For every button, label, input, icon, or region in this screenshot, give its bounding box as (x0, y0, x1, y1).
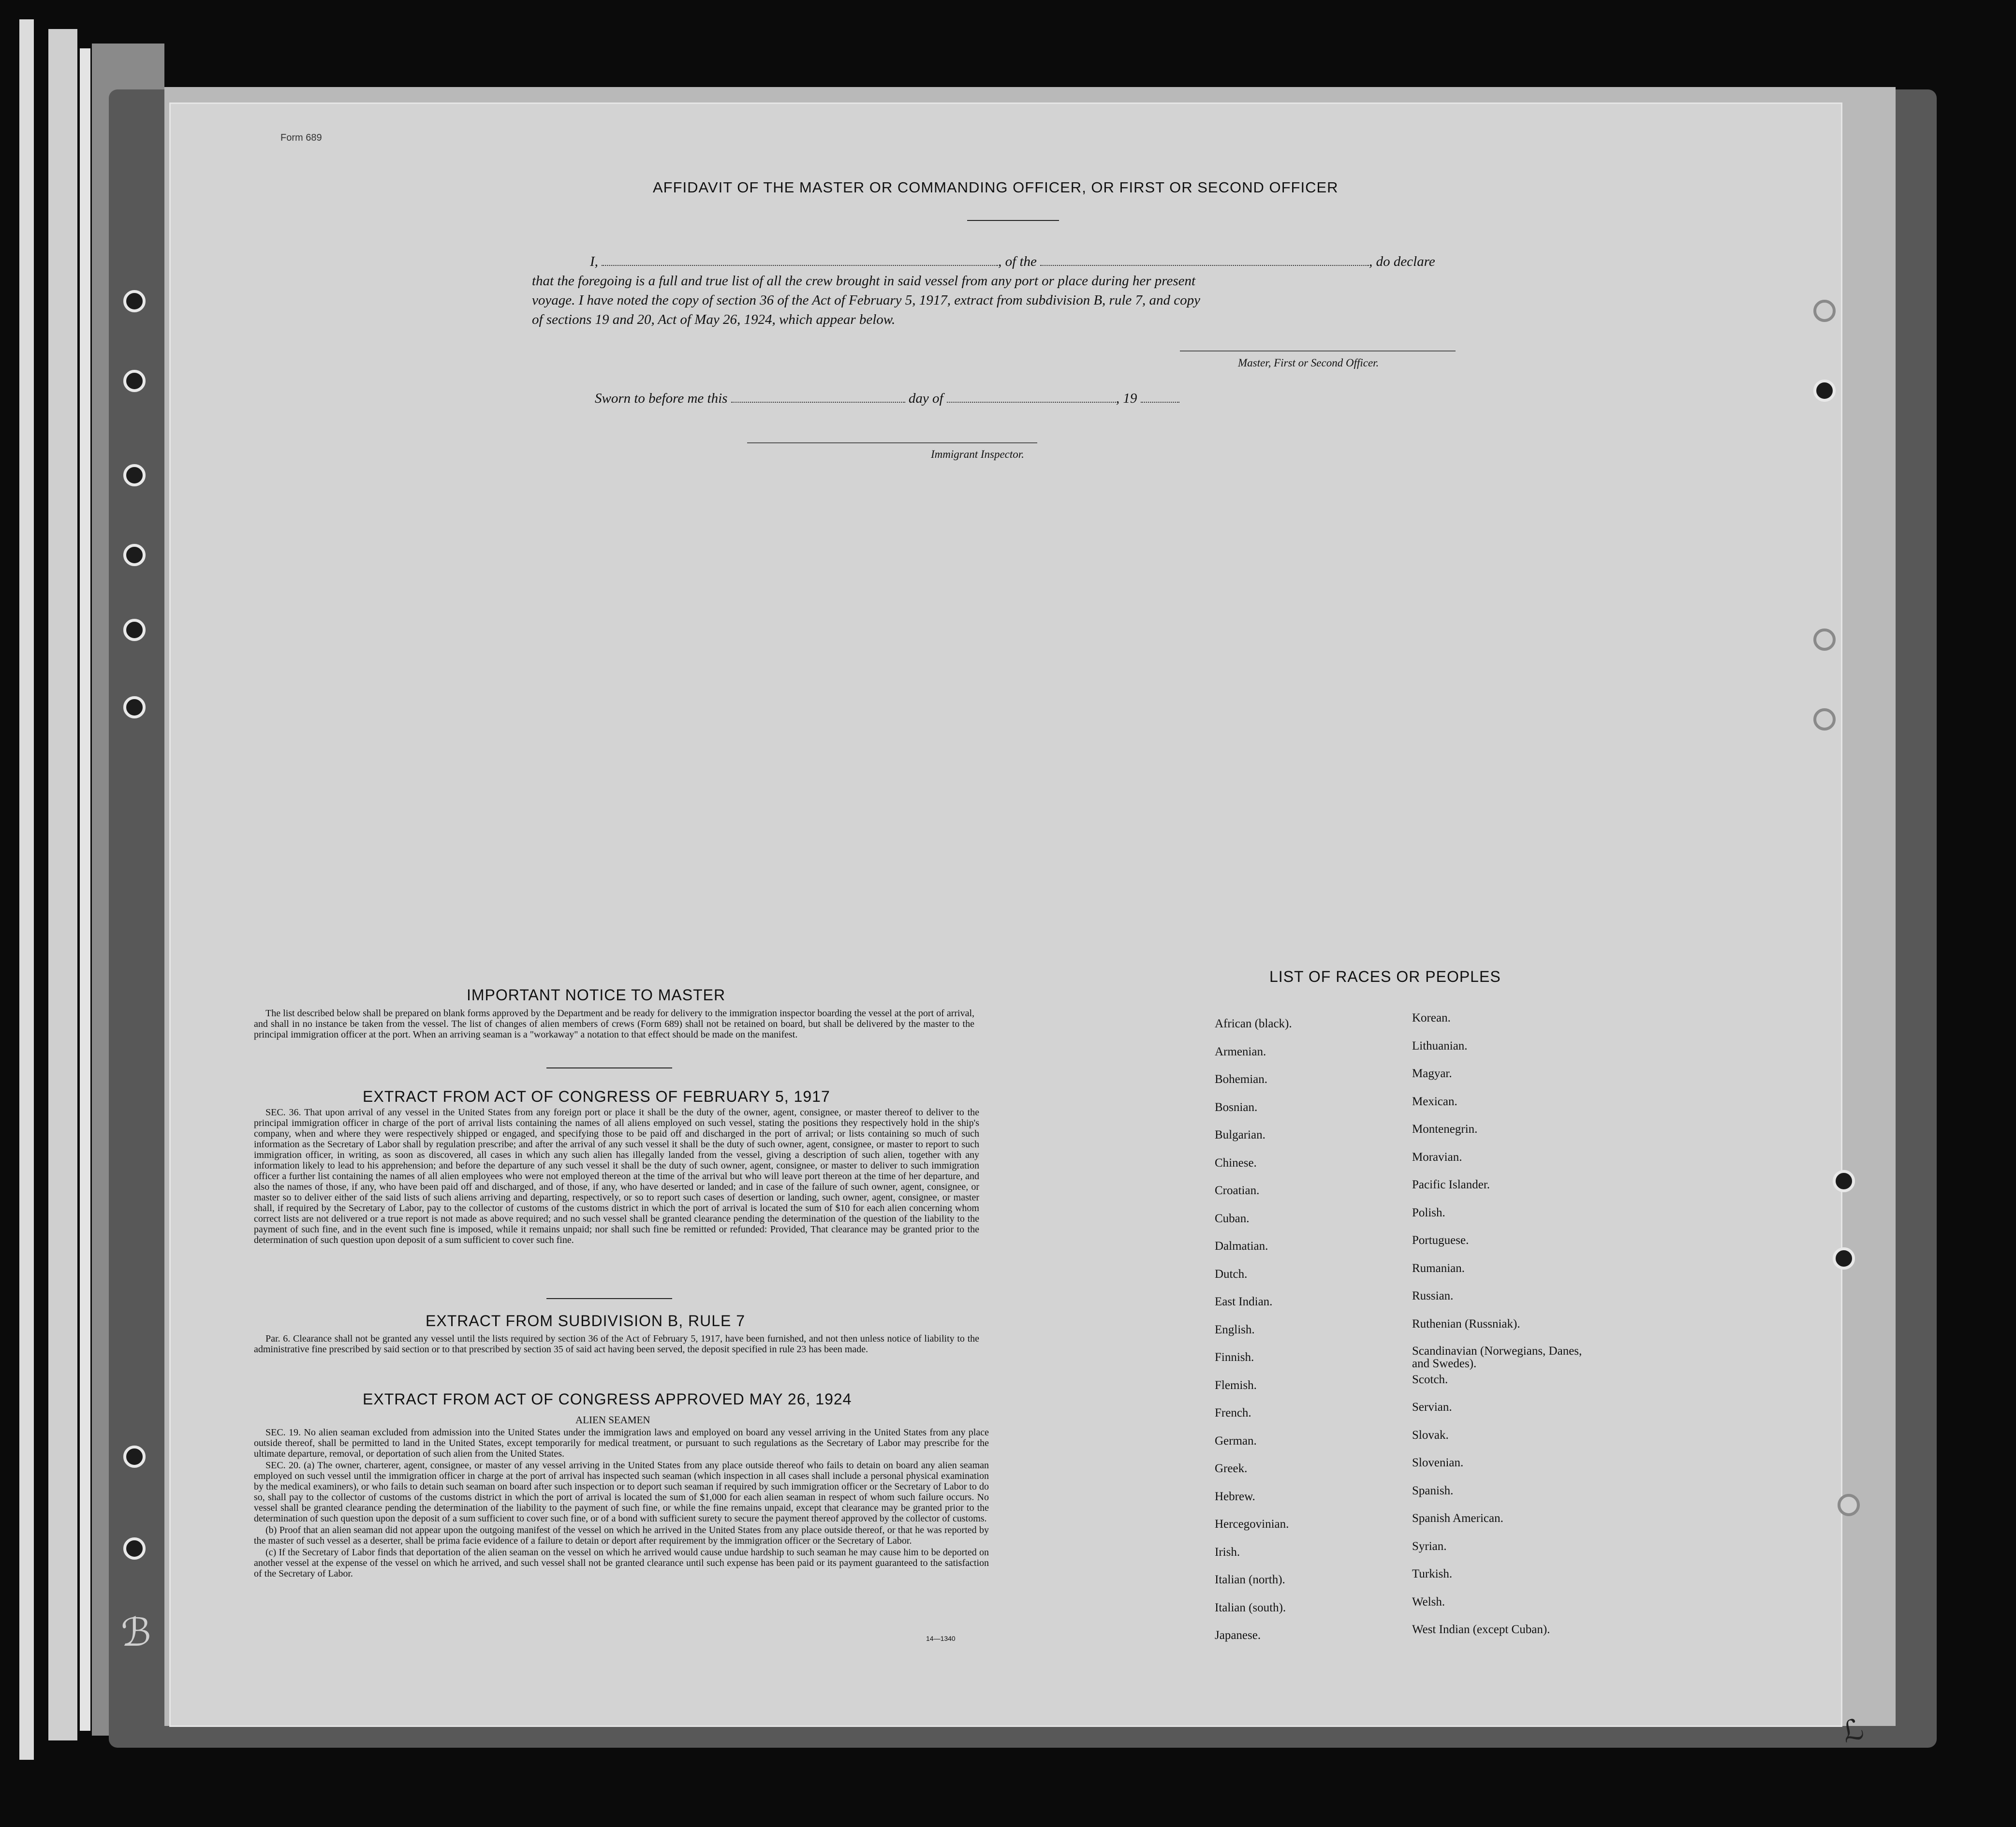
races-title: LIST OF RACES OR PEOPLES (1269, 968, 1501, 985)
race-item: West Indian (except Cuban). (1412, 1623, 1550, 1636)
year-label: , 19 (1116, 391, 1137, 406)
notice-text (254, 1008, 974, 1041)
race-item: Cuban. (1215, 1212, 1250, 1225)
race-item: Spanish American. (1412, 1512, 1503, 1525)
extract-1924-text (254, 1427, 989, 1580)
vessel-field[interactable] (1040, 265, 1369, 266)
race-item: Scandinavian (Norwegians, Danes, and Swedes). (1412, 1345, 1582, 1370)
race-item: African (black). (1215, 1017, 1292, 1030)
paragraph-6: Par. 6. Clearance shall not be granted any vessel until the lists required by section 36 of the Act of February 5, 1917, have been furnished, and not then unless notice of liability to the administrative fine prescribed by said section or to that prescribed by section 35 of said act having been served, the deposit specified in rule 23 has been made. (254, 1333, 979, 1355)
races-column-2 (1412, 1011, 1586, 1651)
extract-rule7-text (254, 1333, 979, 1356)
extract-rule7-title: EXTRACT FROM SUBDIVISION B, RULE 7 (426, 1312, 746, 1330)
sworn-year-field[interactable] (1141, 402, 1179, 403)
bleed-through-text (353, 141, 365, 175)
races-column-1 (1215, 1017, 1292, 1657)
affidavit-title: AFFIDAVIT OF THE MASTER OR COMMANDING OFFICER, OR FIRST OR SECOND OFFICER (653, 179, 1339, 196)
race-item: Chinese. (1215, 1156, 1257, 1169)
race-item: Japanese. (1215, 1629, 1261, 1642)
race-item: Bosnian. (1215, 1100, 1258, 1114)
race-item: Syrian. (1412, 1539, 1447, 1553)
affidavit-line-1 (590, 254, 1435, 270)
race-item: Polish. (1412, 1206, 1445, 1219)
race-item: Dalmatian. (1215, 1240, 1268, 1253)
form-number: Form 689 (280, 132, 322, 143)
race-item: Magyar. (1412, 1067, 1452, 1080)
divider (546, 1298, 672, 1299)
race-item: Finnish. (1215, 1351, 1254, 1364)
race-item: Scotch. (1412, 1373, 1448, 1386)
punch-hole (123, 370, 146, 392)
punch-hole (123, 290, 146, 312)
punch-hole (123, 619, 146, 641)
race-item: Montenegrin. (1412, 1123, 1478, 1136)
punch-hole (123, 464, 146, 486)
race-item: Italian (north). (1215, 1573, 1285, 1586)
race-item: Croatian. (1215, 1184, 1260, 1197)
punch-hole (123, 1537, 146, 1560)
of-the-label: , of the (998, 254, 1037, 269)
extract-1924-title: EXTRACT FROM ACT OF CONGRESS APPROVED MAY 26, 1924 (363, 1390, 852, 1408)
race-item: Flemish. (1215, 1378, 1257, 1392)
race-item: Rumanian. (1412, 1261, 1465, 1275)
handwritten-mark: ℒ (1839, 1712, 1868, 1749)
inspector-signature-line[interactable] (747, 442, 1037, 443)
race-item: French. (1215, 1406, 1251, 1419)
section-19: SEC. 19. No alien seaman excluded from admission into the United States under the immigration laws and employed on board any vessel arriving in the United States from any place outside thereof, shall be permitted to land in the United States, except temporarily for medical treatment, or pursuant to such regulations as the Secretary of Labor may prescribe for the ultimate departure, removal, or deportation of such alien from the United States. (254, 1427, 989, 1459)
declare-label: , do declare (1369, 254, 1435, 269)
divider (546, 1067, 672, 1068)
stacked-page-edge (80, 48, 90, 1731)
race-item: German. (1215, 1434, 1257, 1447)
sworn-label: Sworn to before me this (595, 391, 728, 406)
sworn-line (595, 391, 1179, 407)
affidavit-line-4: of sections 19 and 20, Act of May 26, 1924, which appear below. (532, 312, 896, 327)
section-36: SEC. 36. That upon arrival of any vessel in the United States from any foreign port or place it shall be the duty of the owner, agent, consignee, or master thereof to deliver to the principal immigration officer in charge of the port of arrival lists containing the names of all aliens employed on such vessel, stating the positions they respectively hold in the ship's company, when and where they were respectively shipped or engaged, and specifying those to be paid off and discharged in the port of arrival; or lists containing so much of such information as the Secretary of Labor shall by regulation prescribe; and after the arrival of any such vessel it shall be the duty of such owner, agent, consignee, or master to report to such immigration officer, in writing, as soon as discovered, all cases in which any such alien has illegally landed from the vessel, giving a description of such alien, together with any information likely to lead to his apprehension; and before the departure of any such vessel it shall be the duty of such owner, agent, consignee, or master to deliver to such immigration officer a further list containing the names of all alien employees who were not employed thereon at the time of the arrival but who will leave port thereon at the time of her departure, and also the names of those, if any, who have been paid off and discharged, and of those, if any, who have deserted or landed; and in case of the failure of such owner, agent, consignee, or master so to deliver either of the said lists of such aliens arriving and departing, respectively, or so to report such cases of desertion or landing, such owner, agent, consignee, or master shall, if required by the Secretary of Labor, pay to the collector of customs of the customs district in which the port of arrival is located the sum of $10 for each alien concerning whom correct lists are not delivered or a true report is not made as above required; and no such vessel shall be granted clearance pending the determination of the question of the liability to the payment of such fine, and in the event such fine is imposed, while it remains unpaid; nor shall such fine be remitted or refunded: Provided, That clearance may be granted prior to the determination of such question upon deposit of a sum sufficient to cover such fine. (254, 1107, 979, 1245)
extract-1917-title: EXTRACT FROM ACT OF CONGRESS OF FEBRUARY 5, 1917 (363, 1088, 830, 1105)
punch-hole (1833, 1247, 1855, 1270)
section-20c: (c) If the Secretary of Labor finds that deportation of the alien seaman on the vessel on which he arrived would cause undue hardship to such seaman he may cause him to be deported on another vessel at the expense of the vessel on which he arrived, and such vessel shall not be granted clearance until such expense has been paid or its payment guaranteed to the satisfaction of the Secretary of Labor. (254, 1547, 989, 1579)
race-item: Mexican. (1412, 1095, 1457, 1108)
race-item: Portuguese. (1412, 1234, 1469, 1247)
punch-hole (123, 696, 146, 718)
inspector-label: Immigrant Inspector. (931, 448, 1024, 460)
master-signature-label: Master, First or Second Officer. (1238, 357, 1379, 369)
extract-1917-text (254, 1107, 979, 1246)
race-item: Pacific Islander. (1412, 1178, 1490, 1191)
notice-paragraph: The list described below shall be prepared on blank forms approved by the Department and be ready for delivery to the immigration inspector boarding the vessel at the port of arrival, and shall in no instance be taken from the vessel. The list of changes of alien members of crews (Form 689) shall not be retained on board, but shall be delivered by the master to the principal immigration officer at the port. When an arriving seaman is a "workaway" a notation to that effect should be made on the manifest. (254, 1008, 974, 1040)
affidavit-line-3: voyage. I have noted the copy of section 36 of the Act of February 5, 1917, extract from subdivision B, rule 7, and copy (532, 292, 1201, 308)
race-item: Korean. (1412, 1011, 1451, 1024)
race-item: Hercegovinian. (1215, 1518, 1289, 1531)
race-item: Ruthenian (Russniak). (1412, 1317, 1520, 1330)
race-item: English. (1215, 1323, 1255, 1336)
stacked-page-edge (19, 19, 34, 1760)
race-item: Hebrew. (1215, 1490, 1255, 1503)
race-item: Moravian. (1412, 1150, 1462, 1164)
race-item: Irish. (1215, 1545, 1240, 1559)
punch-hole (1813, 300, 1836, 322)
affidavit-line-2: that the foregoing is a full and true list of all the crew brought in said vessel from any port or place during her present (532, 273, 1196, 289)
race-item: Bulgarian. (1215, 1128, 1266, 1141)
race-item: Lithuanian. (1412, 1039, 1468, 1052)
punch-hole (1833, 1170, 1855, 1192)
sworn-month-field[interactable] (947, 402, 1116, 403)
punch-hole (1813, 628, 1836, 651)
stacked-page-edge (48, 29, 77, 1740)
race-item: Servian. (1412, 1401, 1452, 1414)
alien-seamen-subtitle: ALIEN SEAMEN (575, 1414, 650, 1426)
print-code: 14—1340 (926, 1635, 956, 1642)
i-label: I, (590, 254, 598, 269)
punch-hole (123, 544, 146, 566)
race-item: Dutch. (1215, 1267, 1248, 1281)
race-item: Russian. (1412, 1289, 1454, 1302)
punch-hole (1838, 1494, 1860, 1516)
title-underline (967, 220, 1059, 221)
section-20b: (b) Proof that an alien seaman did not appear upon the outgoing manifest of the vessel on which he arrived in the United States from any place outside thereof, or that he was reported by the master of such vessel as a deserter, shall be prima facie evidence of a failure to detain or deport after requirement by the immigration officer or the Secretary of Labor. (254, 1525, 989, 1546)
sworn-day-field[interactable] (731, 402, 905, 403)
name-field[interactable] (602, 265, 998, 266)
day-of-label: day of (908, 391, 943, 406)
notice-title: IMPORTANT NOTICE TO MASTER (467, 986, 726, 1004)
race-item: Turkish. (1412, 1567, 1453, 1580)
race-item: Slovenian. (1412, 1456, 1464, 1469)
race-item: East Indian. (1215, 1295, 1273, 1308)
race-item: Welsh. (1412, 1595, 1445, 1608)
race-item: Armenian. (1215, 1045, 1266, 1058)
section-20a: SEC. 20. (a) The owner, charterer, agent, consignee, or master of any vessel arriving in the United States from any place outside thereof who fails to detain on board any alien seaman employed on such vessel until the immigration officer in charge at the port of arrival has inspected such seaman (which inspection in all cases shall include a personal physical examination by the medical examiners), or who fails to detain such seaman on board after such inspection or to deport such seaman if required by such immigration officer or the Secretary of Labor to do so, shall pay to the collector of customs of the customs district in which the port of arrival is located the sum of $1,000 for each alien seaman in respect of whom such failure occurs. No vessel shall be granted clearance pending the determination of the liability to the payment of such fine, or while the fine remains unpaid, except that clearance may be granted prior to the determination of such question upon the deposit of a sum sufficient to cover such fine, or of a bond with sufficient surety to secure the payment thereof approved by the collector of customs. (254, 1460, 989, 1524)
race-item: Spanish. (1412, 1484, 1454, 1497)
punch-hole (123, 1446, 146, 1468)
handwritten-mark: ℬ (121, 1612, 151, 1654)
punch-hole (1813, 380, 1836, 402)
race-item: Greek. (1215, 1462, 1248, 1475)
race-item: Italian (south). (1215, 1601, 1286, 1614)
punch-hole (1813, 708, 1836, 731)
race-item: Bohemian. (1215, 1073, 1268, 1086)
race-item: Slovak. (1412, 1428, 1449, 1442)
